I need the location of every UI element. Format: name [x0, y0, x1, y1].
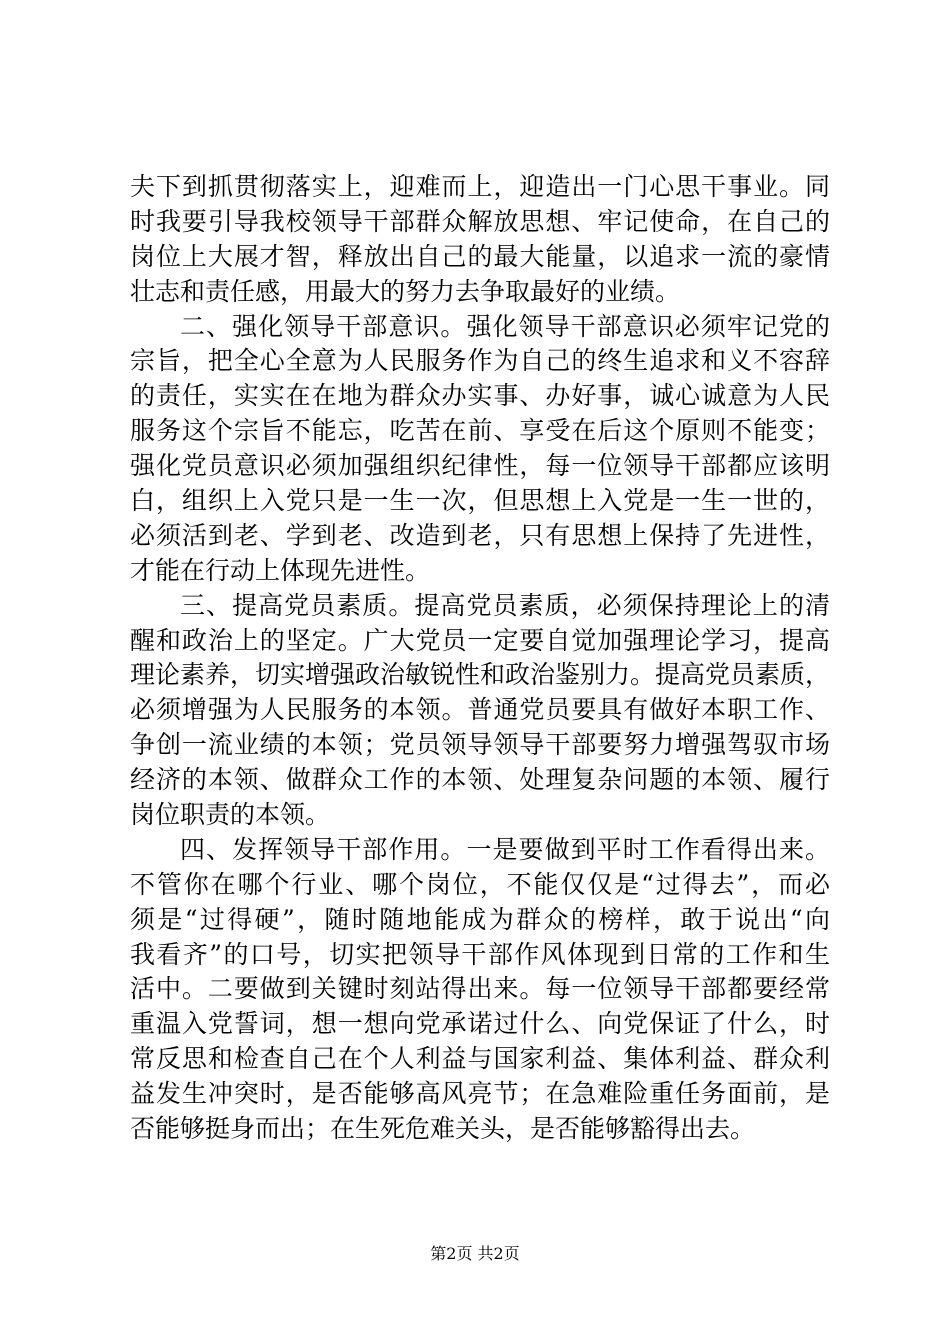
text-line: 壮志和责任感，用最大的努力去争取最好的业绩。 — [130, 276, 681, 306]
text-line: 理论素养，切实增强政治敏锐性和政治鉴别力。提高党员素质， — [130, 660, 831, 690]
text-line: 的责任，实实在在地为群众办实事、办好事，诚心诚意为人民 — [130, 381, 830, 411]
text-line: 不管你在哪个行业、哪个岗位，不能仅仅是“过得去”，而必 — [130, 869, 830, 899]
text-line: 岗位职责的本领。 — [130, 800, 331, 830]
text-line: 必须增强为人民服务的本领。普通党员要具有做好本职工作、 — [130, 695, 830, 725]
text-line: 服务这个宗旨不能忘，吃苦在前、享受在后这个原则不能变； — [130, 416, 830, 446]
text-line: 我看齐”的口号，切实把领导干部作风体现到日常的工作和生 — [130, 939, 830, 969]
body-text — [130, 170, 830, 1147]
text-line: 经济的本领、做群众工作的本领、处理复杂问题的本领、履行 — [130, 765, 830, 795]
text-line: 强化党员意识必须加强组织纪律性，每一位领导干部都应该明 — [130, 451, 830, 481]
text-line: 益发生冲突时，是否能够高风亮节；在急难险重任务面前，是 — [130, 1079, 830, 1109]
text-line: 须是“过得硬”，随时随地能成为群众的榜样，敢于说出“向 — [130, 904, 830, 934]
text-line: 醒和政治上的坚定。广大党员一定要自觉加强理论学习，提高 — [130, 625, 830, 655]
text-line: 常反思和检查自己在个人利益与国家利益、集体利益、群众利 — [130, 1044, 830, 1074]
text-line: 活中。二要做到关键时刻站得出来。每一位领导干部都要经常 — [130, 974, 830, 1004]
text-line: 争创一流业绩的本领；党员领导领导干部要努力增强驾驭市场 — [130, 730, 830, 760]
text-line: 白，组织上入党只是一生一次，但思想上入党是一生一世的， — [130, 486, 830, 516]
text-line: 时我要引导我校领导干部群众解放思想、牢记使命，在自己的 — [130, 206, 830, 236]
text-line: 三、提高党员素质。提高党员素质，必须保持理论上的清 — [180, 590, 830, 620]
text-line: 才能在行动上体现先进性。 — [130, 555, 431, 585]
text-line: 否能够挺身而出；在生死危难关头，是否能够豁得出去。 — [130, 1114, 756, 1144]
text-line: 岗位上大展才智，释放出自己的最大能量，以追求一流的豪情 — [130, 241, 830, 271]
text-line: 必须活到老、学到老、改造到老，只有思想上保持了先进性， — [130, 520, 830, 550]
text-line: 重温入党誓词，想一想向党承诺过什么、向党保证了什么，时 — [130, 1009, 830, 1039]
text-line: 二、强化领导干部意识。强化领导干部意识必须牢记党的 — [180, 311, 830, 341]
page-number-footer: 第2页 共2页 — [430, 1244, 520, 1263]
text-line: 宗旨，把全心全意为人民服务作为自己的终生追求和义不容辞 — [130, 346, 830, 376]
text-line: 夫下到抓贯彻落实上，迎难而上，迎造出一门心思干事业。同 — [130, 172, 830, 201]
text-line: 四、发挥领导干部作用。一是要做到平时工作看得出来。 — [180, 834, 830, 864]
